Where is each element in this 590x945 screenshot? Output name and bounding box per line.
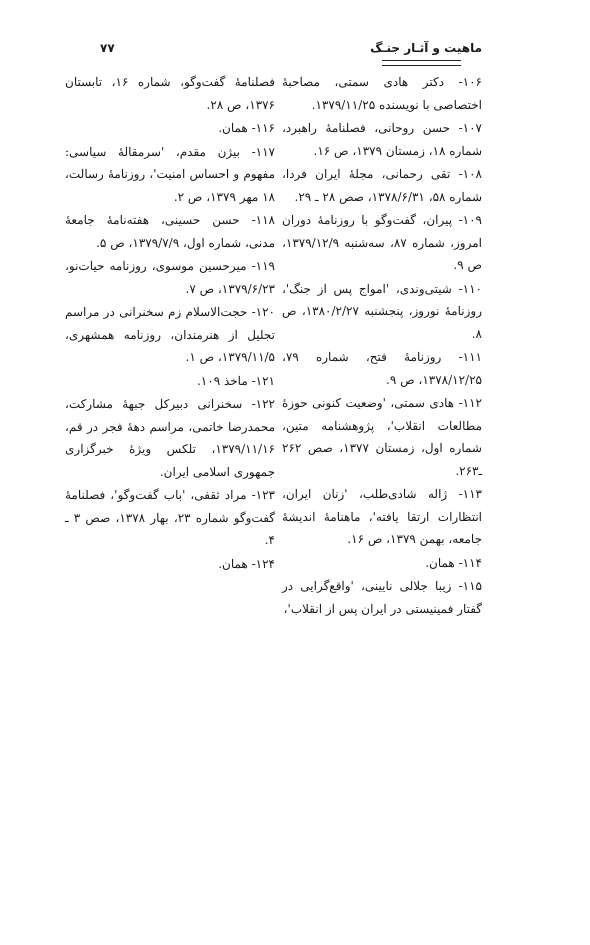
reference-number: ۱۱۶- <box>251 121 275 135</box>
right-column-references <box>282 71 482 621</box>
reference-item <box>282 117 482 162</box>
reference-item <box>282 552 482 575</box>
reference-number: ۱۱۰- <box>458 281 482 296</box>
reference-number: ۱۰۷- <box>458 121 482 135</box>
reference-text: پیران، گفت‌وگو با روزنامهٔ دوران امروز، شماره ۸۷، سه‌شنبه ۱۳۷۹/۱۲/۹، ص ۹. <box>282 213 482 272</box>
reference-item <box>282 278 482 346</box>
reference-text: روزنامهٔ فتح، شماره ۷۹، ۱۳۷۸/۱۲/۲۵، ص ۹. <box>282 350 482 387</box>
reference-number: ۱۱۴- <box>458 555 482 570</box>
reference-item <box>65 370 275 393</box>
reference-item <box>65 301 275 369</box>
reference-number: ۱۰۸- <box>458 167 482 181</box>
reference-text: میرحسین موسوی، روزنامه حیات‌نو، ۱۳۷۹/۶/۲۳، ص ۷. <box>65 259 275 296</box>
page-number: ۷۷ <box>100 41 115 55</box>
reference-item <box>282 163 482 208</box>
reference-number: ۱۱۵- <box>458 579 482 593</box>
reference-item <box>282 71 482 116</box>
reference-text: هادی سمتی، 'وضعیت کنونی حوزهٔ مطالعات انقلاب'، پژوهشنامه متین، شماره اول، زمستان ۱۳۷۷، صص ۲۶۲ ـ۲۶۳. <box>282 396 482 478</box>
reference-item <box>65 553 275 576</box>
running-header-title: ماهیت و آثـار جنـگ <box>370 41 482 55</box>
reference-number: ۱۰۹- <box>458 213 482 227</box>
reference-item <box>65 117 275 140</box>
reference-text: بیژن مقدم، 'سرمقالهٔ سیاسی: مفهوم و احساس امنیت'، روزنامهٔ رسالت، ۱۸ مهر ۱۳۷۹، ص ۲. <box>65 144 275 204</box>
reference-number: ۱۱۸- <box>251 213 275 227</box>
reference-number: ۱۱۱- <box>458 350 482 364</box>
reference-text: حسن حسینی، هفته‌نامهٔ جامعهٔ مدنی، شماره اول، ۱۳۷۹/۷/۹، ص ۵. <box>65 213 275 250</box>
reference-number: ۱۲۳- <box>251 488 275 502</box>
reference-number: ۱۱۳- <box>458 487 482 501</box>
reference-number: ۱۲۰- <box>251 305 275 319</box>
reference-number: ۱۲۱- <box>251 373 275 388</box>
reference-text: همان. <box>218 121 248 135</box>
header-rule <box>382 60 461 66</box>
reference-item <box>282 483 482 551</box>
reference-item <box>282 575 482 620</box>
reference-text: همان. <box>425 555 455 570</box>
reference-number: ۱۰۶- <box>458 75 482 89</box>
reference-text: ماخذ ۱۰۹. <box>196 373 248 388</box>
reference-text: حجت‌الاسلام زم سخنرانی در مراسم تجلیل از هنرمندان، روزنامه همشهری، ۱۳۷۹/۱۱/۵، ص ۱. <box>65 305 275 364</box>
reference-text: شیتی‌وندی، 'امواج پس از جنگ'، روزنامهٔ نوروز، پنجشنبه ۱۳۸۰/۲/۲۷، ص ۸. <box>282 281 482 341</box>
reference-number: ۱۱۹- <box>251 259 275 273</box>
reference-number: ۱۱۲- <box>458 396 482 410</box>
reference-item <box>282 346 482 391</box>
reference-number: ۱۲۴- <box>251 556 275 571</box>
reference-item <box>65 209 275 254</box>
reference-text: مراد ثقفی، 'باب گفت‌وگو'، فصلنامهٔ گفت‌وگو شماره ۲۳، بهار ۱۳۷۸، صص ۳ ـ ۴. <box>65 488 275 547</box>
reference-number: ۱۲۲- <box>251 397 275 411</box>
reference-text: همان. <box>218 556 248 571</box>
reference-item <box>65 71 275 116</box>
reference-number: ۱۱۷- <box>251 144 275 159</box>
reference-text: سخنرانی دبیرکل جبههٔ مشارکت، محمدرضا خاتمی، مراسم دههٔ فجر در قم، ۱۳۷۹/۱۱/۱۶، تلکس ویژهٔ خبرگزاری جمهوری اسلامی ایران. <box>65 397 275 479</box>
left-column-references <box>65 71 275 576</box>
reference-text: زیبا جلالی نایینی، 'واقع‌گرایی در گفتار فمینیستی در ایران پس از انقلاب'، <box>282 579 482 616</box>
reference-item <box>65 484 275 552</box>
reference-item <box>65 393 275 483</box>
reference-text: ژاله شادی‌طلب، 'زنان ایران، انتظارات ارتقا یافته'، ماهنامهٔ اندیشهٔ جامعه، بهمن ۱۳۷۹، ص ۱۶. <box>282 487 482 546</box>
reference-item <box>282 209 482 277</box>
reference-text: تقی رحمانی، مجلهٔ ایران فردا، شماره ۵۸، ۱۳۷۸/۶/۳۱، صص ۲۸ ـ ۲۹. <box>282 167 482 204</box>
reference-item <box>282 392 482 482</box>
reference-item <box>65 141 275 209</box>
reference-text: حسن روحانی، فصلنامهٔ راهبرد، شماره ۱۸، زمستان ۱۳۷۹، ص ۱۶. <box>282 121 482 158</box>
reference-text: فصلنامهٔ گفت‌وگو، شماره ۱۶، تابستان ۱۳۷۶، ص ۲۸. <box>65 75 275 112</box>
reference-item <box>65 255 275 300</box>
reference-text: دکتر هادی سمتی، مصاحبهٔ اختصاصی با نویسنده ۱۳۷۹/۱۱/۲۵. <box>282 75 482 112</box>
